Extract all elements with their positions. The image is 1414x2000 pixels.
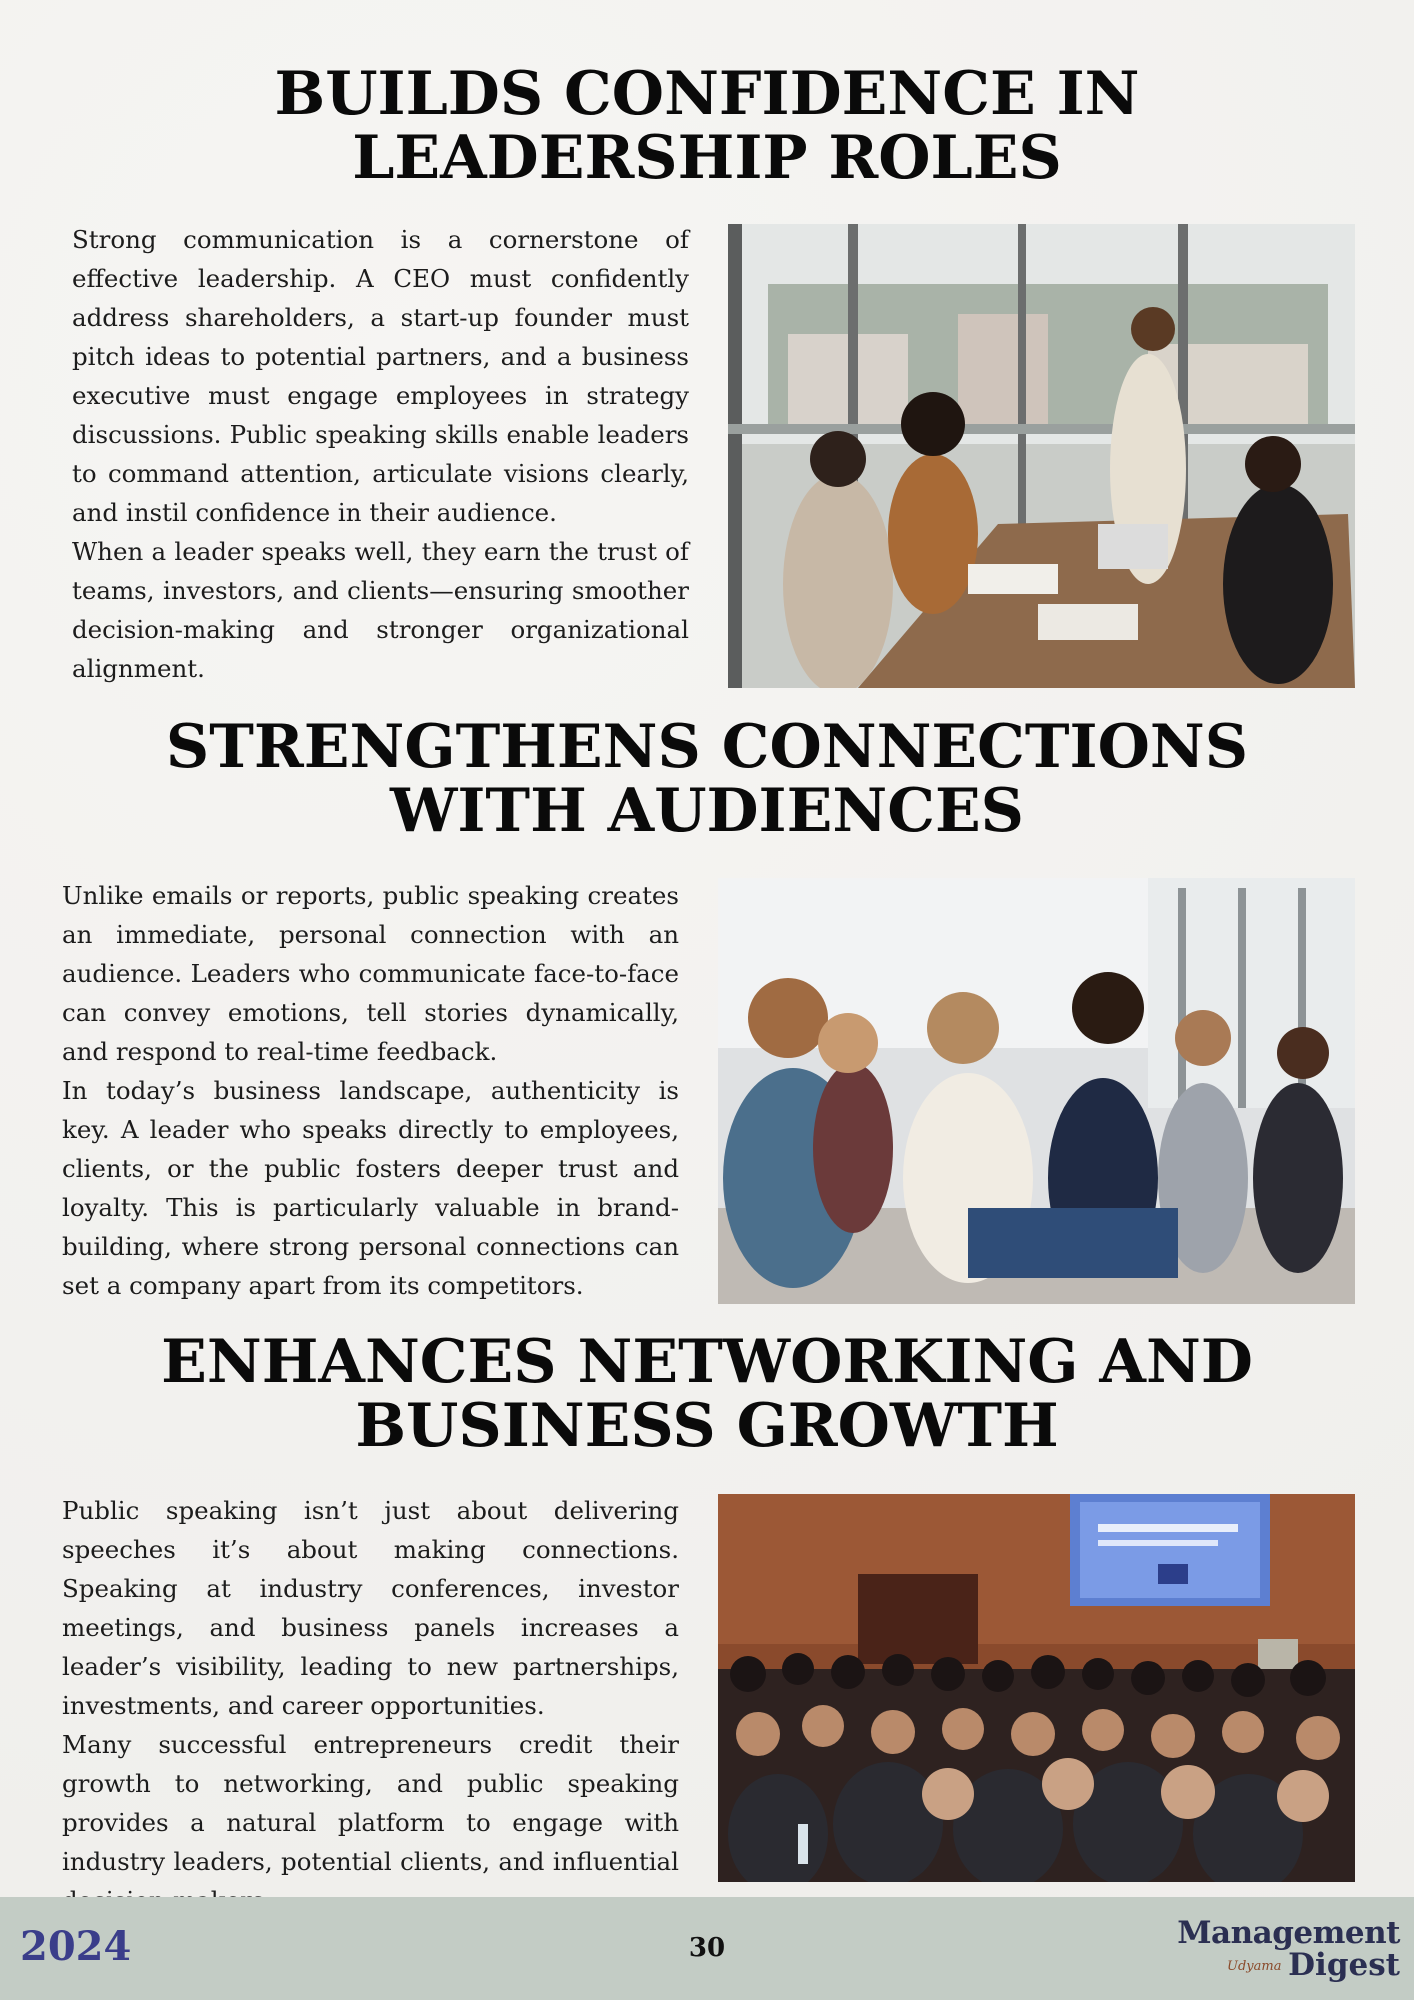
- heading-line: BUILDS CONFIDENCE IN: [274, 59, 1140, 129]
- page-number: 30: [688, 1933, 726, 1963]
- heading-line: BUSINESS GROWTH: [355, 1391, 1059, 1461]
- paragraph: In today’s business landscape, authenticity is key. A leader who speaks directly to employees, clients, or the public fosters deeper trust and loyalty. This is particularly valuable in brand-building, where strong personal connections can set a company apart from its competitors.: [62, 1076, 679, 1300]
- heading-line: ENHANCES NETWORKING AND: [161, 1327, 1253, 1397]
- paragraph: Public speaking isn’t just about delivering speeches it’s about making connections. Speaking at industry conferences, investor meetings, and business panels increases a leader’s visibility, leading to new partnerships, investments, and career opportunities.: [62, 1496, 679, 1720]
- section-heading-leadership: [0, 59, 1414, 193]
- section-body-leadership: [72, 220, 689, 688]
- section-body-audiences: [62, 876, 679, 1305]
- section-heading-audiences: [0, 712, 1414, 846]
- paragraph: Strong communication is a cornerstone of effective leadership. A CEO must confidently address shareholders, a start-up founder must pitch ideas to potential partners, and a business executive must engage employees in strategy discussions. Public speaking skills enable leaders to command attention, articulate visions clearly, and instil confidence in their audience.: [72, 225, 689, 527]
- section-body-networking: [62, 1491, 679, 1920]
- heading-line: LEADERSHIP ROLES: [352, 123, 1062, 193]
- management-digest-logo: [1177, 1915, 1400, 1983]
- audience-clapping-photo: [718, 878, 1355, 1304]
- section-heading-networking: [0, 1327, 1414, 1461]
- brand-line: Digest: [1288, 1947, 1400, 1983]
- brand-line: Management: [1177, 1915, 1400, 1951]
- conference-hall-photo: [718, 1494, 1355, 1882]
- paragraph: When a leader speaks well, they earn the trust of teams, investors, and clients—ensuring smoother decision-making and stronger organizational alignment.: [72, 537, 689, 683]
- meeting-room-photo: [728, 224, 1355, 688]
- heading-line: WITH AUDIENCES: [389, 776, 1025, 846]
- paragraph: Unlike emails or reports, public speaking creates an immediate, personal connection with an audience. Leaders who communicate face-to-face can convey emotions, tell stories dynamically, and respond to real-time feedback.: [62, 881, 679, 1066]
- page-footer: [0, 1897, 1414, 2000]
- issue-year: 2024: [20, 1923, 132, 1970]
- heading-line: STRENGTHENS CONNECTIONS: [165, 712, 1249, 782]
- brand-sub: Udyama: [1227, 1959, 1282, 1974]
- paragraph: Many successful entrepreneurs credit their growth to networking, and public speaking provides a natural platform to engage with industry leaders, potential clients, and influential: [62, 1730, 679, 1876]
